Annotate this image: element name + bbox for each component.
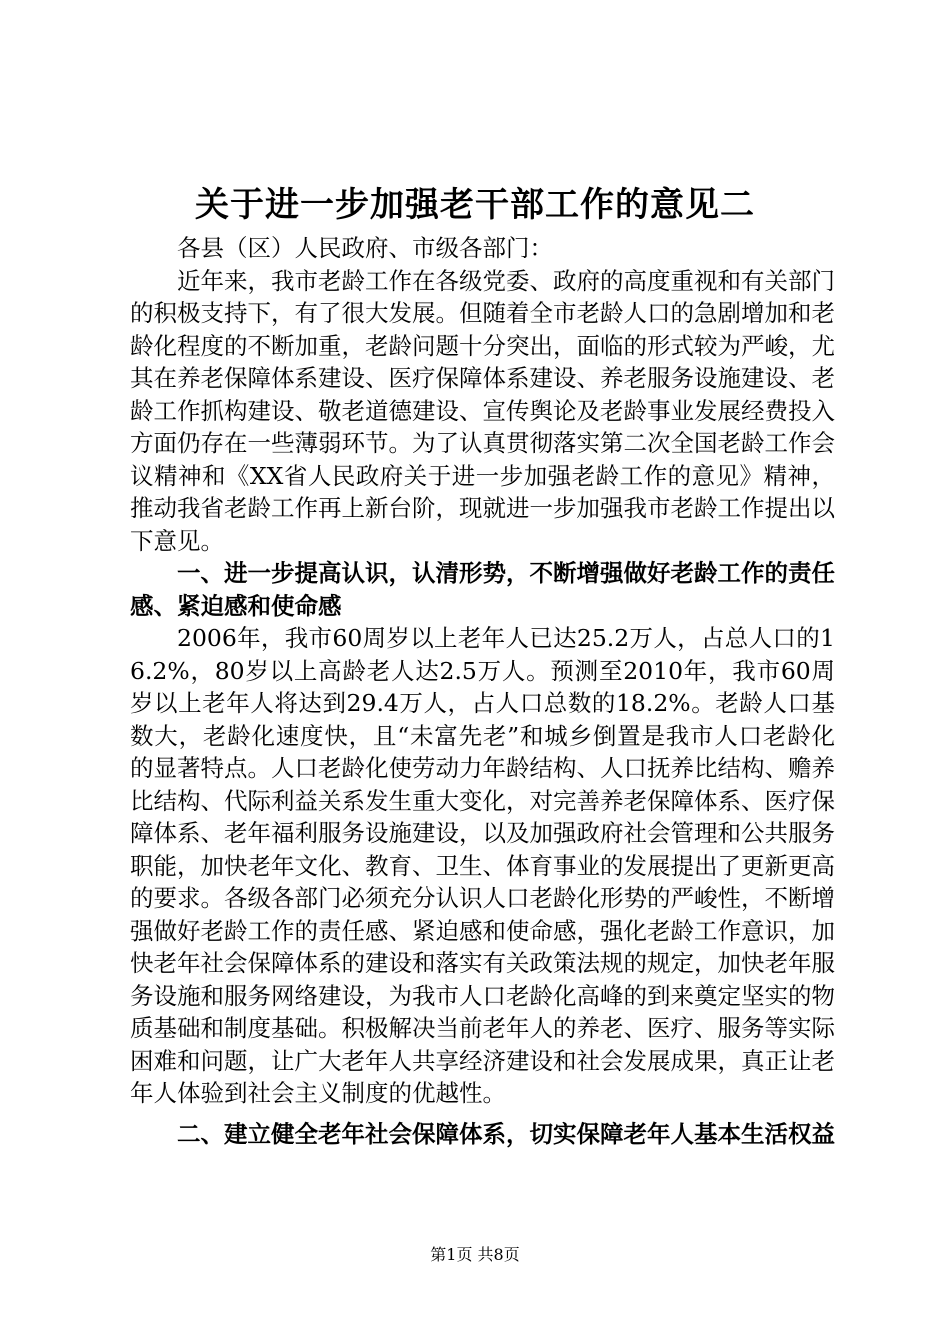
document-title: 关于进一步加强老干部工作的意见二 [195,185,755,225]
intro-paragraph: 近年来，我市老龄工作在各级党委、政府的高度重视和有关部门的积极支持下，有了很大发展。但随着全市老龄人口的急剧增加和老龄化程度的不断加重，老龄问题十分突出，面临的形式较为严峻，尤其在养老保障体系建设、医疗保障体系建设、养老服务设施建设、老龄工作抓构建设、敬老道德建设、宣传舆论及老龄事业发展经费投入方面仍存在一些薄弱环节。为了认真贯彻落实第二次全国老龄工作会议精神和《XX省人民政府关于进一步加强老龄工作的意见》精神，推动我省老龄工作再上新台阶，现就进一步加强我市老龄工作提出以下意见。 [130,266,835,555]
document-body [130,232,835,1150]
salutation: 各县（区）人民政府、市级各部门： [177,234,553,262]
section-1-paragraph: 2006年，我市60周岁以上老年人已达25.2万人，占总人口的16.2%，80岁以上高龄老人达2.5万人。预测至2010年，我市60周岁以上老年人将达到29.4万人，占人口总数的18.2%。老龄人口基数大，老龄化速度快，且“未富先老”和城乡倒置是我市人口老龄化的显著特点。人口老龄化使劳动力年龄结构、人口抚养比结构、赡养比结构、代际利益关系发生重大变化，对完善养老保障体系、医疗保障体系、老年福利服务设施建设，以及加强政府社会管理和公共服务职能，加快老年文化、教育、卫生、体育事业的发展提出了更新更高的要求。各级各部门必须充分认识人口老龄化形势的严峻性，不断增强做好老龄工作的责任感、紧迫感和使命感，强化老龄工作意识，加快老年社会保障体系的建设和落实有关政策法规的规定，加快老年服务设施和服务网络建设，为我市人口老龄化高峰的到来奠定坚实的物质基础和制度基础。积极解决当前老年人的养老、医疗、服务等实际困难和问题，让广大老年人共享经济建设和社会发展成果，真正让老年人体验到社会主义制度的优越性。 [130,624,835,1107]
page-indicator: 第1页 共8页 [430,1245,520,1264]
section-2-heading: 二、建立健全老年社会保障体系，切实保障老年人基本生活权益 [177,1119,835,1148]
section-1-heading: 一、进一步提高认识，认清形势，不断增强做好老龄工作的责任感、紧迫感和使命感 [130,559,835,620]
